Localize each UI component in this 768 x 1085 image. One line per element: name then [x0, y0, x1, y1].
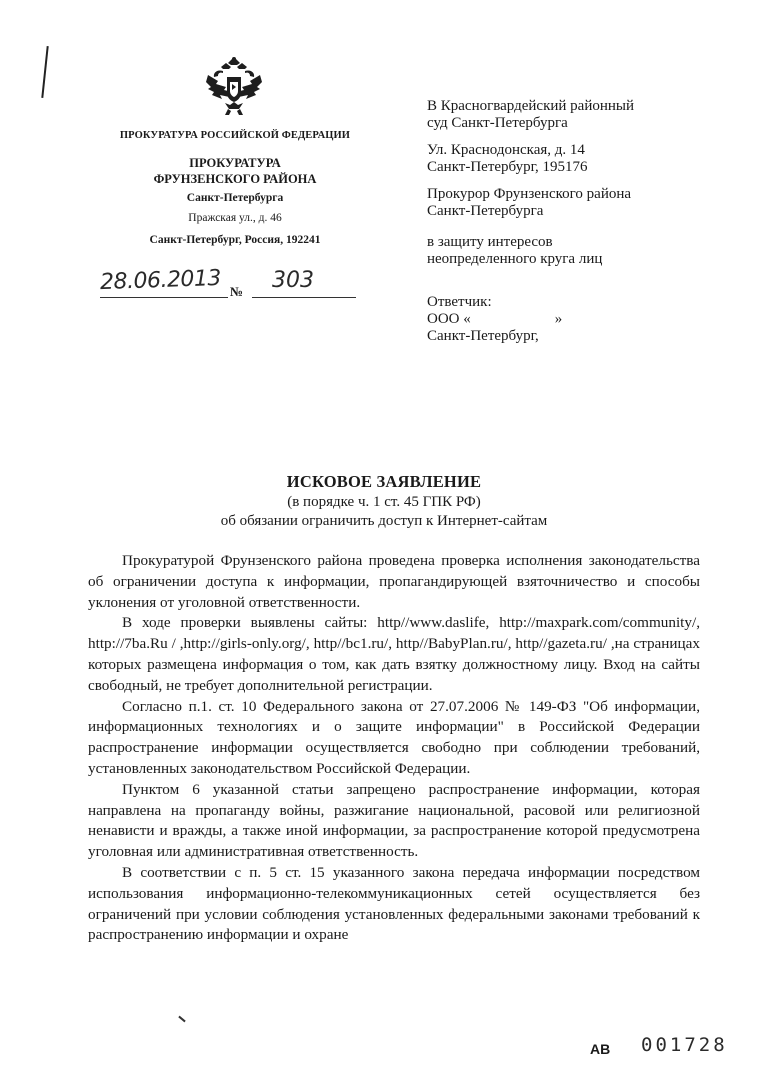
document-body [88, 551, 700, 946]
double-headed-eagle-emblem-icon [203, 55, 265, 117]
handwritten-date: 28.06.2013 [99, 265, 222, 296]
defendant-label: Ответчик: [427, 294, 492, 310]
margin-pen-mark [41, 46, 48, 98]
stray-pen-mark [178, 1016, 185, 1023]
org-city: Санкт-Петербурга [186, 191, 284, 204]
interest-line2: неопределенного круга лиц [427, 251, 603, 267]
org-street: Пражская ул., д. 46 [188, 211, 282, 224]
number-label: № [230, 284, 244, 299]
defendant-quote-close: » [554, 311, 563, 327]
prosecutor-line2: Санкт-Петербурга [427, 203, 544, 219]
form-series: АВ [590, 1041, 611, 1057]
defendant-quote-open: ООО « [427, 311, 471, 327]
court-group [427, 98, 727, 132]
paragraph-1: Прокуратурой Фрунзенского района проведена проверка исполнения законодательства об ограничении доступа к информации, пропагандирующей взяточничество и способы уклонения от уголовной ответственности. [88, 552, 700, 611]
court-line1: В Красногвардейский районный [427, 98, 635, 114]
defendant-group [427, 294, 727, 345]
paragraph-3: Согласно п.1. ст. 10 Федерального закона от 27.07.2006 № 149-ФЗ "Об информации, информационных технологиях и о защите информации" в Российской Федерации распространение информации осуществляется свободно при соблюдении требований, установленных законодательством Российской Федерации. [88, 697, 700, 777]
document-title-block [0, 472, 768, 530]
paragraph-2: В ходе проверки выявлены сайты: http//www.daslife, http://maxpark.com/community/, http://7ba.Ru / ,http://girls-only.org/, http//bc1.ru/, http//BabyPlan.ru/, http//gazeta.ru/ ,на страницах которых размещена информация о том, как дать взятку должностному лицу. Вход на сайты свободный, не требует дополнительной регистрации. [88, 614, 700, 694]
defendant-name [427, 311, 727, 328]
org-top-line: ПРОКУРАТУРА РОССИЙСКОЙ ФЕДЕРАЦИИ [119, 130, 351, 141]
paragraph-4: Пунктом 6 указанной статьи запрещено распространение информации, которая направлена на пропаганду войны, разжигание национальной, расовой или религиозной ненависти и вражды, а также иной информации, за распространение которой предусмотрена уголовная или административная ответственность. [88, 780, 700, 861]
date-underline [100, 297, 228, 298]
paragraph-5: В соответствии с п. 5 ст. 15 указанного закона передача информации посредством использования информационно-телекоммуникационных сетей осуществляется без ограничений при условии соблюдения установленных федеральными законами требований к распространению информации и охране [88, 863, 700, 944]
defendant-city: Санкт-Петербург, [427, 328, 539, 344]
org-name-line2: ФРУНЗЕНСКОГО РАЙОНА [153, 172, 317, 187]
number-underline [252, 297, 356, 298]
interest-line1: в защиту интересов [427, 234, 553, 250]
addressee-block [427, 98, 727, 355]
prosecutor-group [427, 186, 727, 220]
interest-group [427, 234, 727, 268]
court-address-group [427, 142, 727, 176]
court-line2: суд Санкт-Петербурга [427, 115, 568, 131]
org-postal: Санкт-Петербург, Россия, 192241 [149, 233, 321, 246]
document-subtitle-1: (в порядке ч. 1 ст. 45 ГПК РФ) [287, 494, 481, 510]
document-subtitle-2: об обязании ограничить доступ к Интернет-сайтам [220, 513, 548, 529]
court-address-line1: Ул. Краснодонская, д. 14 [427, 142, 585, 158]
org-name-line1: ПРОКУРАТУРА [189, 156, 281, 170]
form-number: 001728 [641, 1034, 728, 1056]
org-name [96, 155, 374, 188]
prosecutor-line1: Прокурор Фрунзенского района [427, 186, 632, 202]
handwritten-number: 303 [272, 268, 314, 293]
court-address-line2: Санкт-Петербург, 195176 [427, 159, 588, 175]
sender-block [96, 130, 374, 246]
document-title: ИСКОВОЕ ЗАЯВЛЕНИЕ [286, 472, 482, 491]
